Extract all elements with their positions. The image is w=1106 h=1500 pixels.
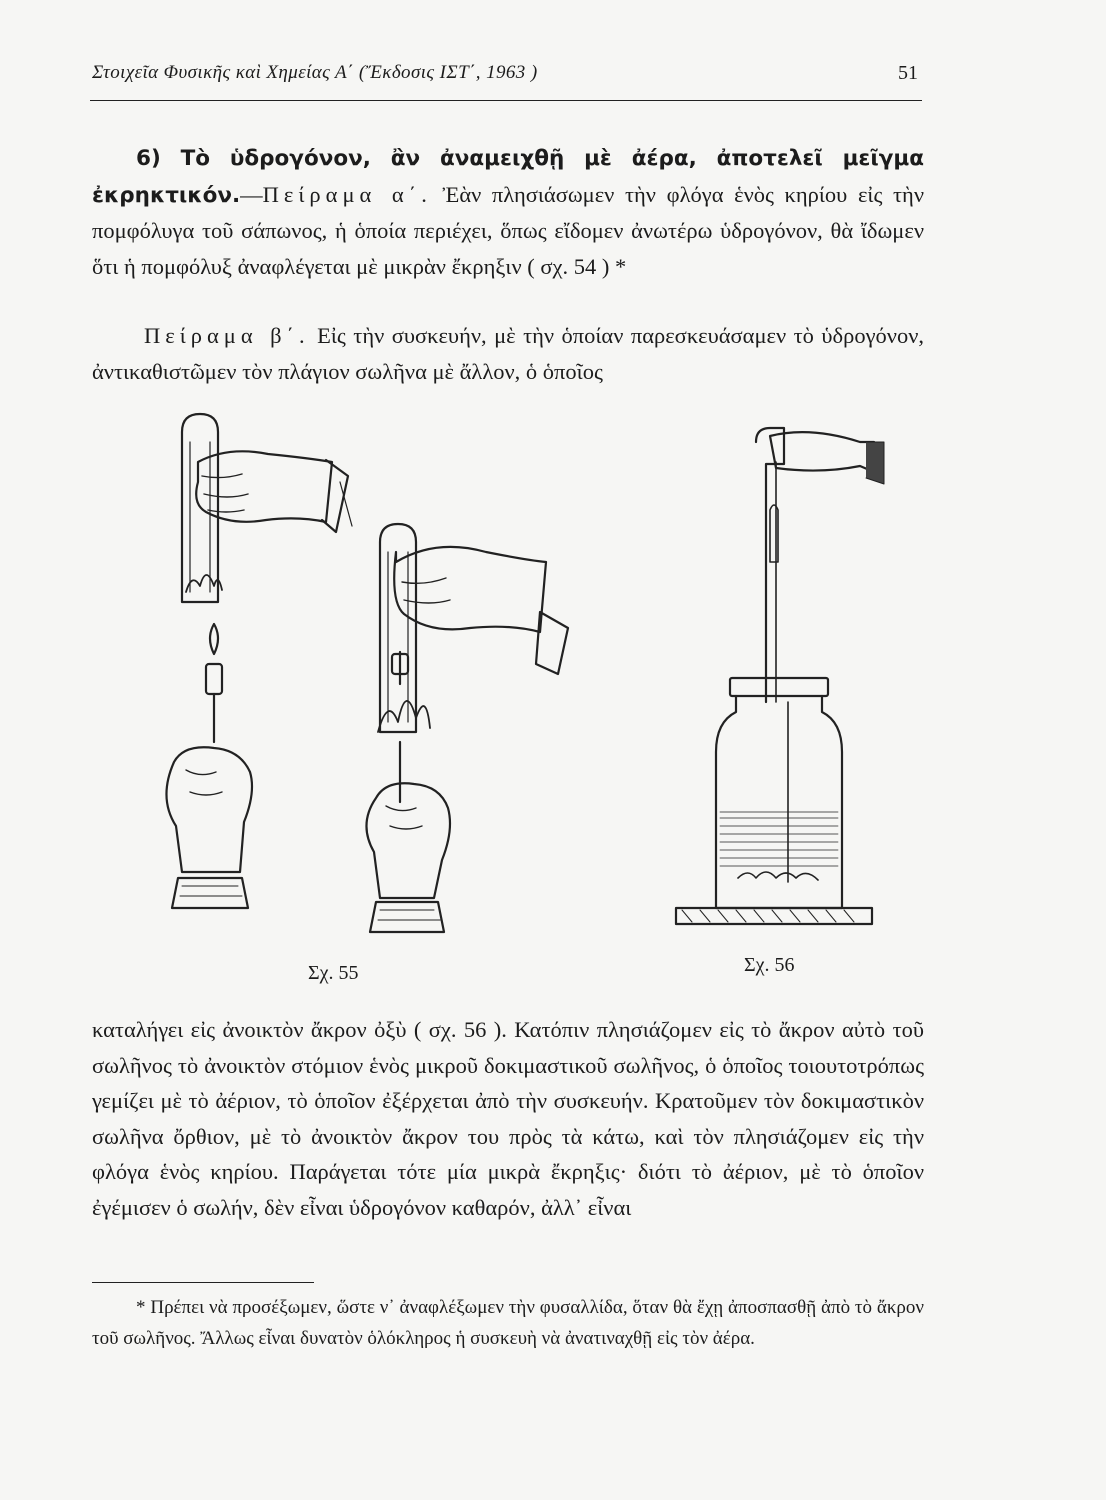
- section-heading: 6) Τὸ ὑδρογόνον, ἂν ἀναμειχθῇ μὲ ἀέρα, ἀποτελεῖ μεῖγμα ἐκρηκτικόν.: [92, 146, 924, 208]
- fig56-apparatus-illustration: [676, 428, 884, 924]
- header-rule: [90, 100, 922, 101]
- experiment-2-label: Πείραμα β΄.: [144, 323, 310, 348]
- figure-56-caption: Σχ. 56: [744, 954, 795, 976]
- footnote-rule: [92, 1282, 314, 1283]
- experiment-2-text: Εἰς τὴν συσκευήν, μὲ τὴν ὁποίαν παρεσκευάσαμεν τὸ ὑδρογόνον, ἀντικαθιστῶμεν τὸν πλάγιον σωλῆνα μὲ ἄλλον, ὁ ὁποῖος: [92, 323, 924, 384]
- paragraph-continuation: καταλήγει εἰς ἀνοικτὸν ἄκρον ὀξὺ ( σχ. 56 ). Κατόπιν πλησιάζομεν εἰς τὸ ἄκρον αὐτὸ τοῦ σωλῆνος τὸ ἀνοικτὸν στόμιον ἑνὸς μικροῦ δοκιμαστικοῦ σωλῆνος, ὁ ὁποῖος τοιουτοτρόπως γεμίζει μὲ τὸ ἀέριον, τὸ ὁποῖον ἐξέρχεται ἀπὸ τὴν συσκευήν. Κρατοῦμεν τὸν δοκιμαστικὸν σωλῆνα ὄρθιον, μὲ τὸ ἀνοικτὸν ἄκρον του πρὸς τὰ κάτω, καὶ τὸν πλησιάζομεν εἰς τὴν φλόγα ἑνὸς κηρίου. Παράγεται τότε μία μικρὰ ἔκρηξις· διότι τὸ ἀέριον, μὲ τὸ ὁποῖον ἐγέμισεν ὁ σωλήν, δὲν εἶναι ὑδρογόνον καθαρόν, ἀλλ᾽ εἶναι: [92, 1017, 924, 1220]
- experiment-1-text: Ἐὰν πλησιάσωμεν τὴν φλόγα ἑνὸς κηρίου εἰς τὴν πομφόλυγα τοῦ σάπωνος, ἡ ὁποία περιέχει, ὅπως εἴδομεν ἀνωτέρω ὑδρογόνον, θὰ ἴδωμεν ὅτι ἡ πομφόλυξ ἀναφλέγεται μὲ μικρὰν ἔκρηξιν ( σχ. 54 ) *: [92, 181, 924, 279]
- page-number: 51: [898, 62, 918, 84]
- paragraph-experiment-1: [92, 140, 924, 284]
- fig55-right-test-tube-illustration: [366, 524, 568, 932]
- figures-area: [90, 402, 930, 1002]
- figure-55-caption: Σχ. 55: [308, 962, 359, 984]
- fig55-left-test-tube-illustration: [166, 414, 352, 908]
- running-title: Στοιχεῖα Φυσικῆς καὶ Χημείας Α΄ (Ἔκδοσις ΙΣΤ΄, 1963 ): [92, 62, 538, 83]
- footnote: * Πρέπει νὰ προσέξωμεν, ὥστε ν᾽ ἀναφλέξωμεν τὴν φυσαλλίδα, ὅταν θὰ ἔχῃ ἀποσπασθῇ ἀπὸ τὸ ἄκρον τοῦ σωλῆνος. Ἄλλως εἶναι δυνατὸν ὁλόκληρος ἡ συσκευὴ νὰ ἀνατιναχθῇ εἰς τὸν ἀέρα.: [92, 1297, 924, 1349]
- figure-illustrations: [90, 402, 930, 1002]
- heading-dash: —: [240, 181, 263, 207]
- experiment-1-label: Πείραμα α΄.: [262, 181, 432, 207]
- paragraph-experiment-2: [92, 318, 924, 389]
